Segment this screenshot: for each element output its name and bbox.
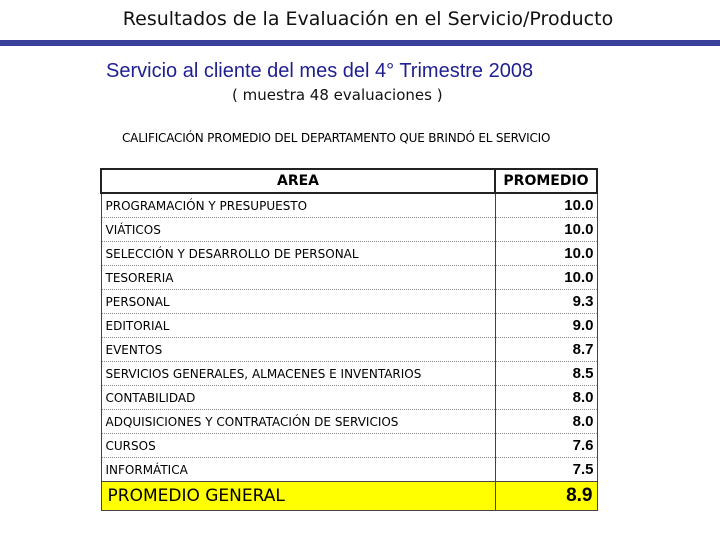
score-cell: 8.7 bbox=[495, 338, 597, 362]
table-row bbox=[101, 193, 597, 218]
main-title: Servicio al cliente del mes del 4° Trimestre 2008 bbox=[106, 60, 534, 82]
area-cell: ADQUISICIONES Y CONTRATACIÓN DE SERVICIOS bbox=[101, 410, 495, 434]
area-cell: CURSOS bbox=[101, 434, 495, 458]
table-row bbox=[101, 338, 597, 362]
area-cell: EDITORIAL bbox=[101, 314, 495, 338]
table-row bbox=[101, 314, 597, 338]
table-row bbox=[101, 242, 597, 266]
area-cell: SELECCIÓN Y DESARROLLO DE PERSONAL bbox=[101, 242, 495, 266]
score-cell: 10.0 bbox=[495, 218, 597, 242]
area-cell: INFORMÁTICA bbox=[101, 458, 495, 482]
area-cell: CONTABILIDAD bbox=[101, 386, 495, 410]
table-row bbox=[101, 434, 597, 458]
table-row bbox=[101, 290, 597, 314]
area-cell: VIÁTICOS bbox=[101, 218, 495, 242]
area-cell: EVENTOS bbox=[101, 338, 495, 362]
table-row bbox=[101, 362, 597, 386]
table-row bbox=[101, 458, 597, 482]
score-table bbox=[100, 168, 598, 511]
score-cell: 9.0 bbox=[495, 314, 597, 338]
score-cell: 8.5 bbox=[495, 362, 597, 386]
area-cell: TESORERIA bbox=[101, 266, 495, 290]
area-cell: PROGRAMACIÓN Y PRESUPUESTO bbox=[101, 193, 495, 218]
score-cell: 8.0 bbox=[495, 386, 597, 410]
column-header-area: AREA bbox=[101, 169, 495, 193]
total-label: PROMEDIO GENERAL bbox=[101, 482, 495, 511]
score-cell: 10.0 bbox=[495, 193, 597, 218]
total-row bbox=[101, 482, 597, 511]
score-cell: 10.0 bbox=[495, 242, 597, 266]
header-divider bbox=[0, 40, 720, 46]
area-cell: SERVICIOS GENERALES, ALMACENES E INVENTARIOS bbox=[101, 362, 495, 386]
table-header-row bbox=[101, 169, 597, 193]
score-cell: 7.6 bbox=[495, 434, 597, 458]
score-cell: 10.0 bbox=[495, 266, 597, 290]
sample-note: ( muestra 48 evaluaciones ) bbox=[232, 86, 443, 104]
total-score: 8.9 bbox=[495, 482, 597, 511]
table-row bbox=[101, 386, 597, 410]
score-cell: 9.3 bbox=[495, 290, 597, 314]
table-row bbox=[101, 266, 597, 290]
table-row bbox=[101, 410, 597, 434]
score-cell: 7.5 bbox=[495, 458, 597, 482]
area-cell: PERSONAL bbox=[101, 290, 495, 314]
score-cell: 8.0 bbox=[495, 410, 597, 434]
column-header-score: PROMEDIO bbox=[495, 169, 597, 193]
table-row bbox=[101, 218, 597, 242]
page-header-title: Resultados de la Evaluación en el Servicio/Producto bbox=[122, 8, 614, 30]
table-caption: CALIFICACIÓN PROMEDIO DEL DEPARTAMENTO QUE BRINDÓ EL SERVICIO bbox=[122, 131, 551, 145]
